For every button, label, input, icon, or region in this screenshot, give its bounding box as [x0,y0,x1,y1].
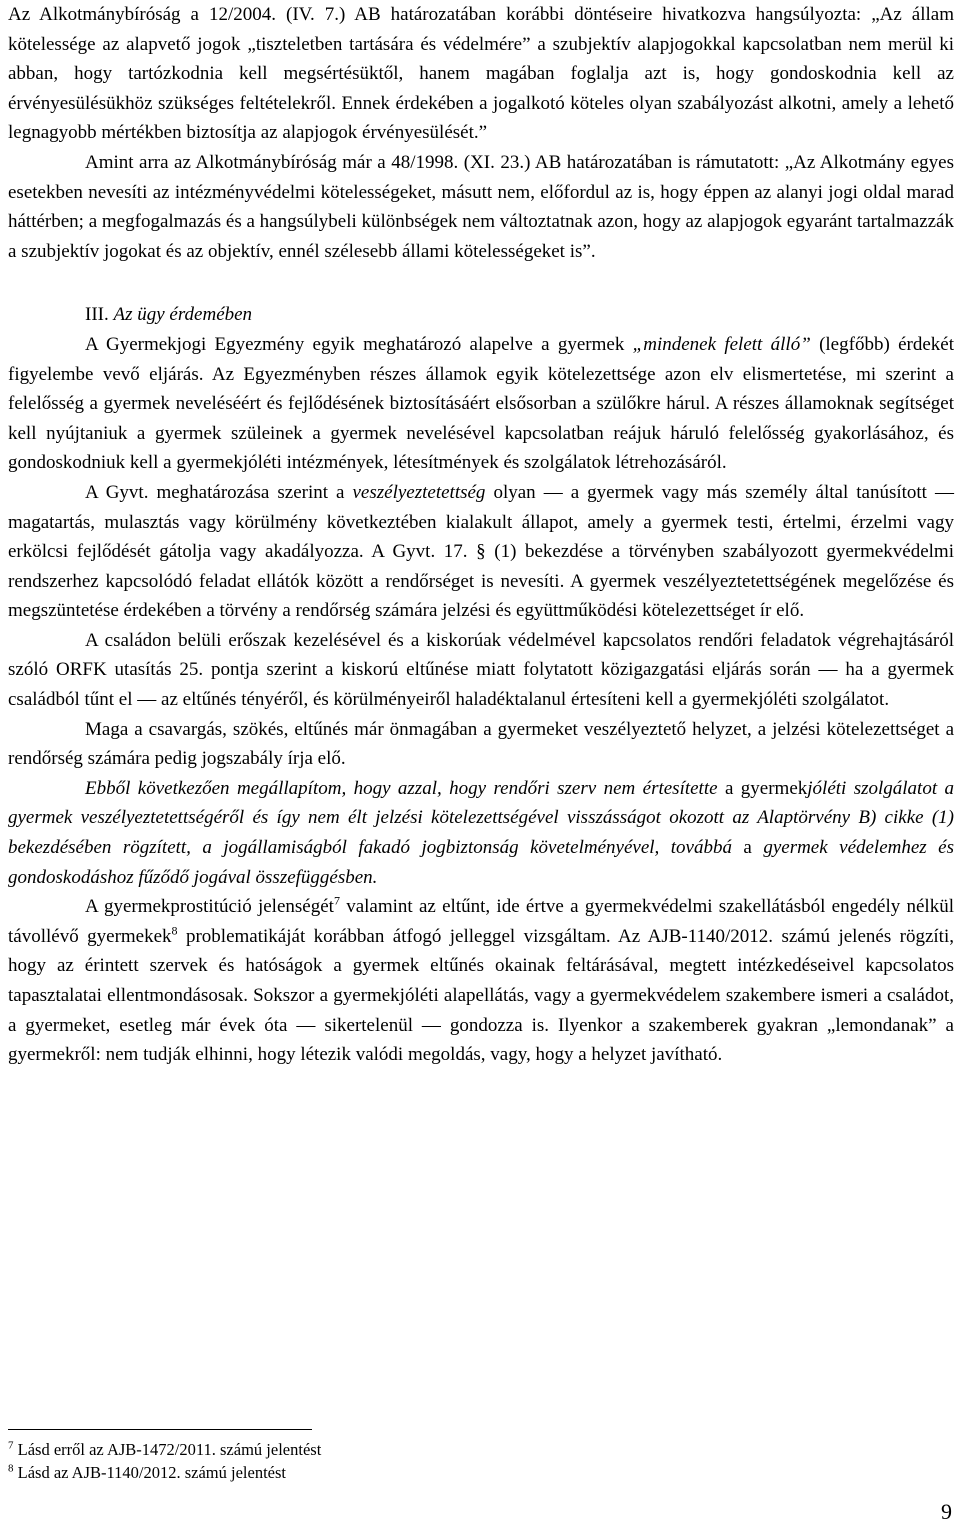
paragraph-text: (legfőbb) érdekét figyelembe vevő eljárás. Az Egyezményben részes államok egyik kötelezettsége azon elv elismertetése, mi szerint a felelősség a gyermek neveléséért és fejlődésének biztosításáért elsősorban a szülőkre hárul. A részes államoknak segítséget kell nyújtaniuk a gyermek szüleinek a gyermek nevelésével kapcsolatban reájuk háruló felelősség gyakorlásához, és gondoskodniuk kell a gyermekjóléti intézmények, létesítmények és szolgálatok létrehozásáról. [8,333,954,474]
paragraph-ab-48-1998 [8,148,954,266]
section-heading [8,300,954,330]
emphasis-text: veszélyeztetettség [352,481,486,503]
paragraph-text: olyan — a gyermek vagy más személy által tanúsított — magatartás, mulasztás vagy körülmény következtében kialakult állapot, amely a gyermek testi, értelmi, érzelmi vagy erkölcsi fejlődését gátolja vagy akadályozza. A Gyvt. 17. § (1) bekezdése a törvényben szabályozott gyermekvédelmi rendszerhez kapcsolódó feladat ellátók között a rendőrséget is nevesíti. A gyermek veszélyeztetettségének megelőzése és megszüntetése érdekében a törvény a rendőrség számára jelzési és együttműködési kötelezettséget ír elő. [8,481,954,622]
footnote [8,1438,608,1461]
paragraph-text: A gyermekprostitúció jelenségét [85,896,334,918]
footnote-text: Lásd az AJB-1140/2012. számú jelentést [17,1463,286,1482]
footnote-ref[interactable]: 8 [171,923,178,938]
paragraph-gyermekprostitucio [8,892,954,1070]
paragraph-text: A családon belüli erőszak kezelésével és a kiskorúak védelmével kapcsolatos rendőri feladatok végrehajtásáról szóló ORFK utasítás 25. pontja szerint a kiskorú eltűnése miatt folytatott közigazgatási eljárás során — ha a gyermek családból tűnt el — az eltűnés tényéről, és körülményeiről haladéktalanul értesíteni kell a gyermekjóléti szolgálatot. [8,629,954,711]
section-number: III. [85,304,109,326]
finding-text: gyermek védelemhez és gondoskodáshoz fűződő jogával összefüggésben. [8,837,954,888]
footnote-ref[interactable]: 7 [333,893,340,908]
paragraph-gyermekjogi-egyezmeny [8,330,954,478]
paragraph-finding [8,774,954,892]
finding-text: jóléti szolgálatot a gyermek veszélyeztetettségéről és így nem élt jelzési kötelezettségével visszásságot okozott az Alaptörvény B) cikke (1) bekezdésében rögzített, a jogállamiságból fakadó jogbiztonság követelményével, továbbá [8,777,955,859]
paragraph-text: problematikáját korábban átfogó jelleggel vizsgáltam. Az AJB-1140/2012. számú jelenés rögzíti, hogy az érintett szervek és hatóságok a gyermek eltűnés okainak feltárásával, megtett intézkedéseivel kapcsolatos tapasztalatai ellentmondásosak. Sokszor a gyermekjóléti alapellátás, vagy a gyermekvédelem szakembere ismeri a családot, a gyermeket, esetleg már évek óta — sikertelenül — gondozza is. Ilyenkor a szakemberek gyakran „lemondanak” a gyermekről: nem tudják elhinni, hogy létezik valódi megoldás, vagy, hogy a helyzet javítható. [8,925,954,1066]
paragraph-text: valamint az eltűnt, ide értve a gyermekvédelmi szakellátásból engedély nélkül távollévő gyermekek [8,896,954,947]
paragraph-csavargas [8,715,954,774]
footnotes [8,1438,608,1484]
paragraph-orfk [8,626,954,715]
paragraph-text: A Gyvt. meghatározása szerint a [85,481,353,503]
page-number: 9 [941,1499,952,1524]
paragraph-gyvt [8,478,954,626]
paragraph-text: A Gyermekjogi Egyezmény egyik meghatározó alapelve a gyermek [85,333,633,355]
footnote [8,1461,608,1484]
paragraph-ab-12-2004 [8,0,954,148]
finding-text: Ebből következően megállapítom, hogy azzal, hogy rendőri szerv nem értesítette [85,777,718,799]
paragraph-text: Az Alkotmánybíróság a 12/2004. (IV. 7.) AB határozatában korábbi döntéseire hivatkozva hangsúlyozta: „Az állam kötelessége az alapvető jogok „tiszteletben tartására és védelmére” a szubjektív alapjogokkal kapcsolatban nem merül ki abban, hogy tartózkodnia kell megsértésüktől, hanem magában foglalja azt is, hogy gondoskodnia kell az érvényesülésükhöz szükséges feltételekről. Ennek érdekében a jogalkotó köteles olyan szabályozást alkotni, amely a lehető legnagyobb mértékben biztosítja az alapjogok érvényesülését.” [8,4,954,144]
footnote-mark: 7 [8,1439,14,1452]
paragraph-text: Amint arra az Alkotmánybíróság már a 48/1998. (XI. 23.) AB határozatában is rámutatott: „Az Alkotmány egyes esetekben nevesíti az intézményvédelmi kötelességeket, másutt nem, előfordul az is, hogy éppen az alanyi jogi oldal marad háttérben; a megfogalmazás és a hangsúlybeli különbségek nem változtatnak azon, hogy az alapjogok egyaránt tartalmazzák a szubjektív jogokat és az objektív, ennél szélesebb állami kötelességeket is”. [8,151,954,262]
paragraph-text: a [731,837,764,859]
document-page [8,0,954,1070]
footnote-separator [8,1429,312,1430]
emphasis-text: „mindenek felett álló” [632,333,811,355]
footnote-mark: 8 [8,1462,14,1475]
paragraph-text: a gyermek [717,777,808,799]
paragraph-text: Maga a csavargás, szökés, eltűnés már önmagában a gyermeket veszélyeztető helyzet, a jelzési kötelezettséget a rendőrség számára pedig jogszabály írja elő. [8,718,954,770]
footnote-text: Lásd erről az AJB-1472/2011. számú jelentést [17,1440,322,1459]
section-title: Az ügy érdemében [113,304,253,326]
